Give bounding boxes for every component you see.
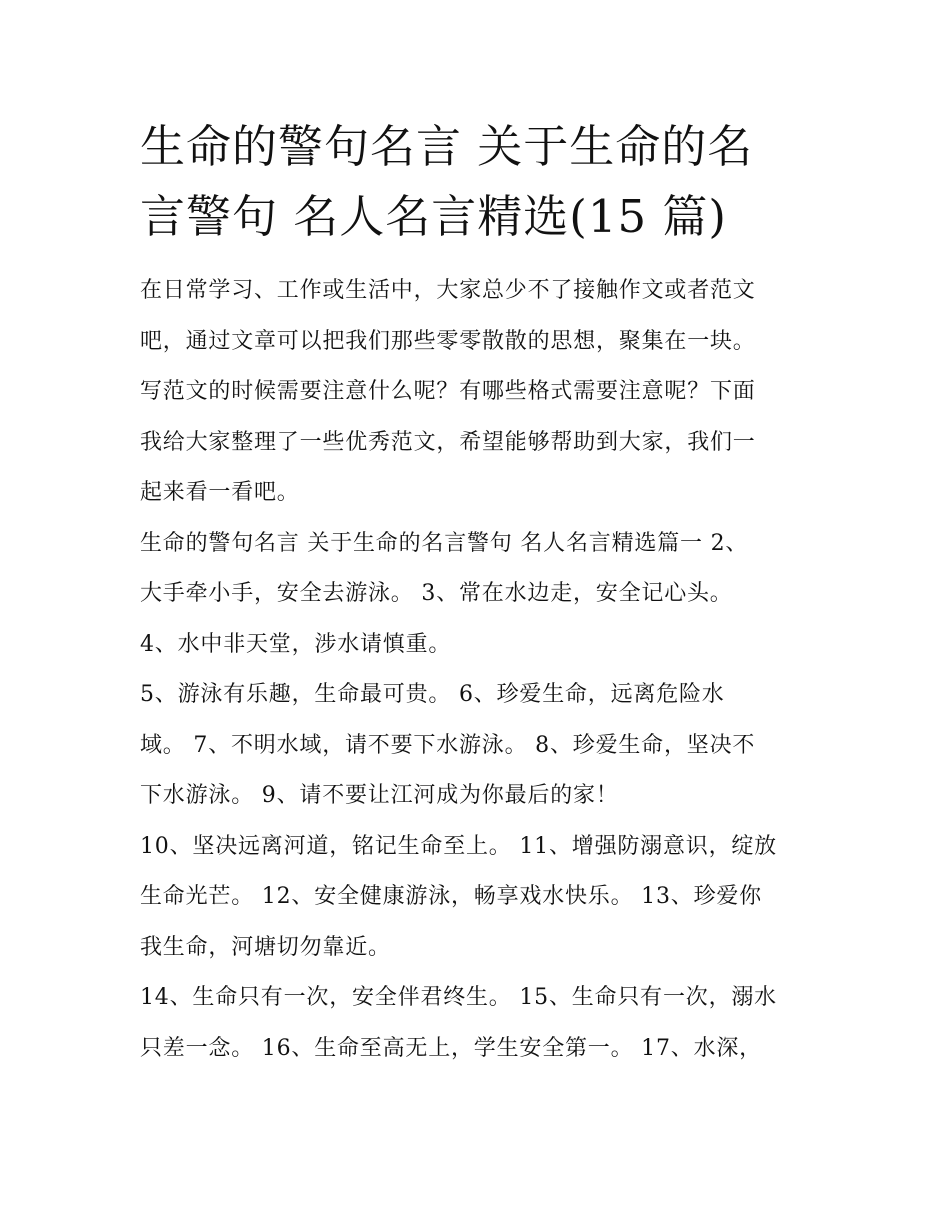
text-line: 大手牵小手，安全去游泳。 3、常在水边走，安全记心头。 [140, 581, 733, 606]
text-line: 5、游泳有乐趣，生命最可贵。 6、珍爱生命，远离危险水 [140, 682, 725, 707]
text-line: 我给大家整理了一些优秀范文，希望能够帮助到大家，我们一 [140, 429, 756, 455]
text-line: 生命光芒。 12、安全健康游泳，畅享戏水快乐。 13、珍爱你 [140, 884, 762, 909]
text-line: 4、水中非天堂，涉水请慎重。 [140, 631, 452, 657]
body-paragraph [140, 822, 820, 974]
text-line: 14、生命只有一次，安全伴君终生。 15、生命只有一次，溺水 [140, 985, 777, 1010]
body-paragraph [140, 670, 820, 822]
text-line: 下水游泳。 9、请不要让江河成为你最后的家！ [140, 783, 619, 808]
text-line: 只差一念。 16、生命至高无上，学生安全第一。 17、水深， [140, 1035, 762, 1061]
text-line: 写范文的时候需要注意什么呢？有哪些格式需要注意呢？下面 [140, 379, 756, 404]
title-line: 言警句 名人名言精选(15 篇) [140, 190, 727, 243]
text-line: 域。 7、不明水域，请不要下水游泳。 8、珍爱生命，坚决不 [140, 732, 756, 758]
text-line: 生命的警句名言 关于生命的名言警句 名人名言精选篇一 2、 [140, 530, 749, 556]
document-title [140, 112, 820, 252]
intro-paragraph [140, 266, 820, 519]
text-line: 10、坚决远离河道，铭记生命至上。 11、增强防溺意识，绽放 [140, 833, 777, 859]
text-line: 在日常学习、工作或生活中，大家总少不了接触作文或者范文 [140, 278, 756, 303]
document-body [140, 112, 820, 1074]
body-paragraph [140, 620, 820, 671]
body-paragraph [140, 973, 820, 1074]
text-line: 我生命，河塘切勿靠近。 [140, 934, 391, 960]
text-line: 吧，通过文章可以把我们那些零零散散的思想，聚集在一块。 [140, 328, 756, 354]
body-paragraph [140, 519, 820, 620]
title-line: 生命的警句名言 关于生命的名 [140, 120, 754, 173]
text-line: 起来看一看吧。 [140, 480, 300, 505]
